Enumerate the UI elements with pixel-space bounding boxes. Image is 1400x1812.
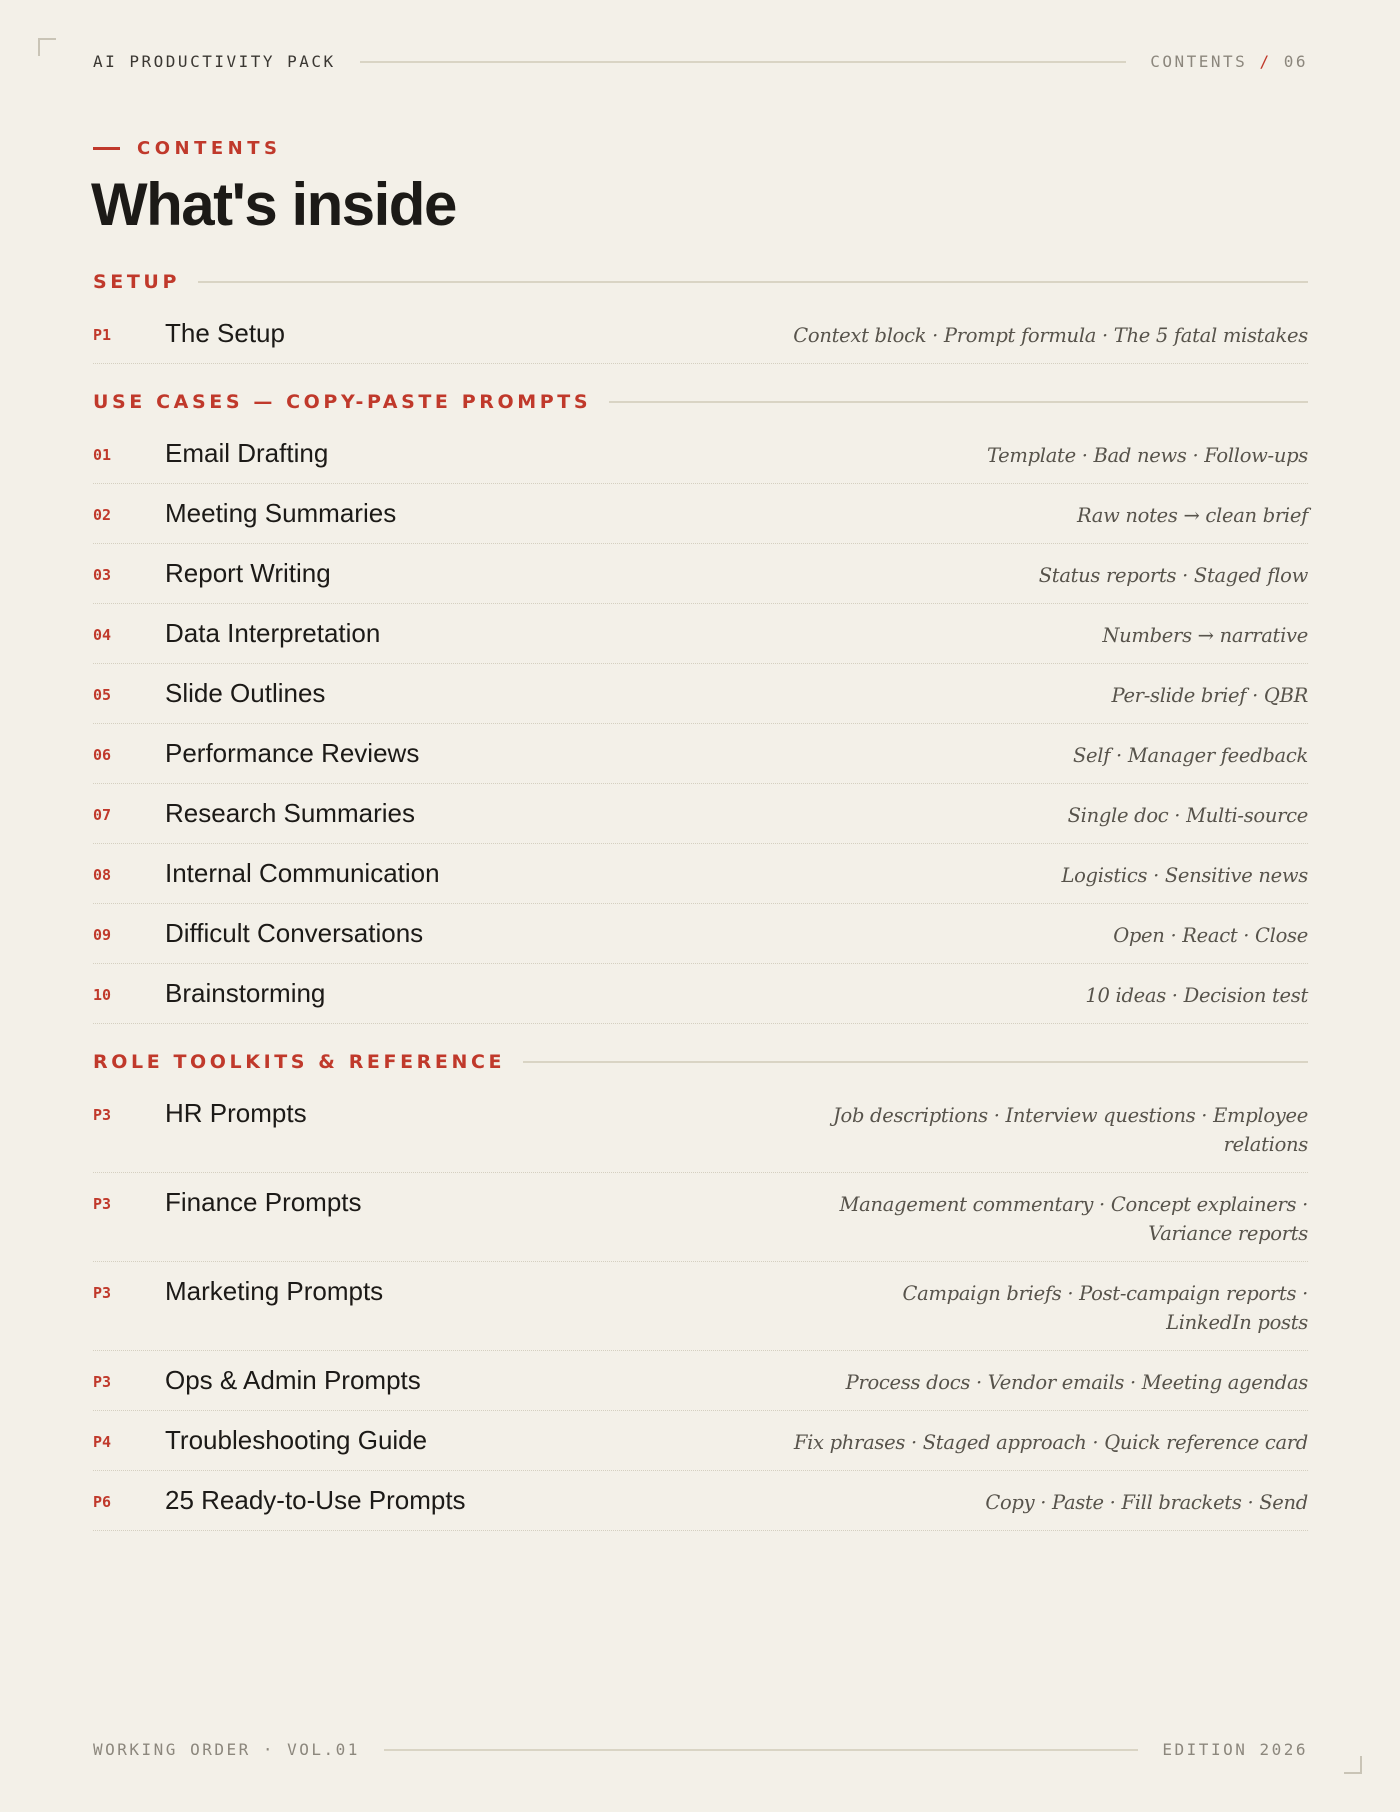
toc-entry[interactable] xyxy=(93,1084,1308,1173)
corner-mark-bottom-right xyxy=(1344,1756,1362,1774)
section-rule xyxy=(523,1061,1308,1063)
eyebrow-label: CONTENTS xyxy=(137,138,282,159)
toc-entry-title: The Setup xyxy=(165,318,285,348)
toc-entry-title: Brainstorming xyxy=(165,978,326,1008)
toc-entry-number: 07 xyxy=(93,806,112,824)
section-rule xyxy=(198,281,1308,283)
header-page-label xyxy=(1150,52,1308,71)
toc-entry-number: 05 xyxy=(93,686,112,704)
table-of-contents xyxy=(93,266,1308,1531)
toc-entry-title: Slide Outlines xyxy=(165,678,326,708)
section-heading-label: SETUP xyxy=(93,271,180,293)
footer-edition: EDITION 2026 xyxy=(1162,1740,1308,1759)
header-rule xyxy=(360,61,1127,63)
toc-entry-number: P3 xyxy=(93,1373,112,1391)
running-footer xyxy=(93,1740,1308,1759)
toc-entry[interactable] xyxy=(93,1471,1308,1531)
toc-entry-title: Meeting Summaries xyxy=(165,498,397,528)
toc-entry-title: Data Interpretation xyxy=(165,618,381,648)
section-heading xyxy=(93,386,1308,418)
toc-entry-title: Research Summaries xyxy=(165,798,415,828)
toc-entry-description: Per-slide brief · QBR xyxy=(1111,684,1308,707)
toc-entry-description: Self · Manager feedback xyxy=(1073,744,1308,767)
eyebrow xyxy=(93,138,281,159)
section-heading-label: ROLE TOOLKITS & REFERENCE xyxy=(93,1051,506,1073)
toc-entry-description: Campaign briefs · Post-campaign reports · LinkedIn posts xyxy=(902,1282,1308,1334)
section-heading xyxy=(93,266,1308,298)
toc-entry-description: Fix phrases · Staged approach · Quick reference card xyxy=(793,1431,1308,1454)
toc-entry-number: P6 xyxy=(93,1493,112,1511)
toc-entry-description: Raw notes → clean brief xyxy=(1076,504,1308,527)
toc-entry-title: 25 Ready-to-Use Prompts xyxy=(165,1485,466,1515)
toc-entry-description: Context block · Prompt formula · The 5 fatal mistakes xyxy=(793,324,1308,347)
toc-entry[interactable] xyxy=(93,1262,1308,1351)
toc-entry[interactable] xyxy=(93,844,1308,904)
toc-entry[interactable] xyxy=(93,904,1308,964)
toc-entry-description: Job descriptions · Interview questions · Employee relations xyxy=(833,1104,1308,1156)
toc-entry-description: Status reports · Staged flow xyxy=(1038,564,1308,587)
toc-entry-number: 08 xyxy=(93,866,112,884)
toc-entry[interactable] xyxy=(93,544,1308,604)
toc-entry-description: Template · Bad news · Follow-ups xyxy=(986,444,1308,467)
toc-entry-description: Numbers → narrative xyxy=(1102,624,1308,647)
toc-entry-number: 06 xyxy=(93,746,112,764)
toc-entry[interactable] xyxy=(93,724,1308,784)
toc-entry-title: HR Prompts xyxy=(165,1098,307,1128)
toc-entry-title: Finance Prompts xyxy=(165,1187,362,1217)
toc-entry-title: Performance Reviews xyxy=(165,738,420,768)
toc-entry[interactable] xyxy=(93,1351,1308,1411)
toc-entry-title: Difficult Conversations xyxy=(165,918,424,948)
toc-entry[interactable] xyxy=(93,424,1308,484)
header-publication: AI PRODUCTIVITY PACK xyxy=(93,52,336,71)
toc-entry-number: 02 xyxy=(93,506,112,524)
toc-entry[interactable] xyxy=(93,784,1308,844)
toc-entry[interactable] xyxy=(93,1173,1308,1262)
toc-entry-number: P3 xyxy=(93,1106,112,1124)
toc-entry[interactable] xyxy=(93,964,1308,1024)
footer-rule xyxy=(384,1749,1138,1751)
toc-entry[interactable] xyxy=(93,604,1308,664)
toc-entry-description: Management commentary · Concept explainers · Variance reports xyxy=(839,1193,1308,1245)
toc-entry-title: Internal Communication xyxy=(165,858,440,888)
header-page-number: 06 xyxy=(1283,52,1308,71)
eyebrow-dash xyxy=(93,147,120,150)
toc-entry-number: P4 xyxy=(93,1433,112,1451)
toc-entry-description: Single doc · Multi-source xyxy=(1067,804,1308,827)
toc-entry-number: P1 xyxy=(93,326,112,344)
toc-entry-title: Report Writing xyxy=(165,558,331,588)
section-rule xyxy=(609,401,1308,403)
page-title: What's inside xyxy=(91,171,456,238)
toc-entry[interactable] xyxy=(93,1411,1308,1471)
toc-entry[interactable] xyxy=(93,664,1308,724)
toc-entry-number: 04 xyxy=(93,626,112,644)
section-heading-label: USE CASES — COPY-PASTE PROMPTS xyxy=(93,391,592,413)
running-header xyxy=(93,52,1308,71)
toc-entry[interactable] xyxy=(93,304,1308,364)
toc-entry-number: P3 xyxy=(93,1195,112,1213)
header-separator: / xyxy=(1259,52,1272,71)
section-heading xyxy=(93,1046,1308,1078)
corner-mark-top-left xyxy=(38,38,56,56)
toc-entry-number: 09 xyxy=(93,926,112,944)
toc-entry-number: P3 xyxy=(93,1284,112,1302)
toc-entry-description: Copy · Paste · Fill brackets · Send xyxy=(985,1491,1308,1514)
toc-entry-description: Open · React · Close xyxy=(1113,924,1308,947)
header-section: CONTENTS xyxy=(1150,52,1248,71)
footer-series: WORKING ORDER · VOL.01 xyxy=(93,1740,360,1759)
toc-entry-number: 03 xyxy=(93,566,112,584)
toc-entry-description: 10 ideas · Decision test xyxy=(1085,984,1308,1007)
toc-entry-number: 10 xyxy=(93,986,112,1004)
toc-entry-title: Troubleshooting Guide xyxy=(165,1425,428,1455)
toc-entry-title: Email Drafting xyxy=(165,438,329,468)
toc-entry-description: Logistics · Sensitive news xyxy=(1061,864,1308,887)
toc-entry-title: Marketing Prompts xyxy=(165,1276,384,1306)
toc-entry-title: Ops & Admin Prompts xyxy=(165,1365,421,1395)
toc-entry-description: Process docs · Vendor emails · Meeting agendas xyxy=(845,1371,1308,1394)
toc-entry[interactable] xyxy=(93,484,1308,544)
toc-entry-number: 01 xyxy=(93,446,112,464)
